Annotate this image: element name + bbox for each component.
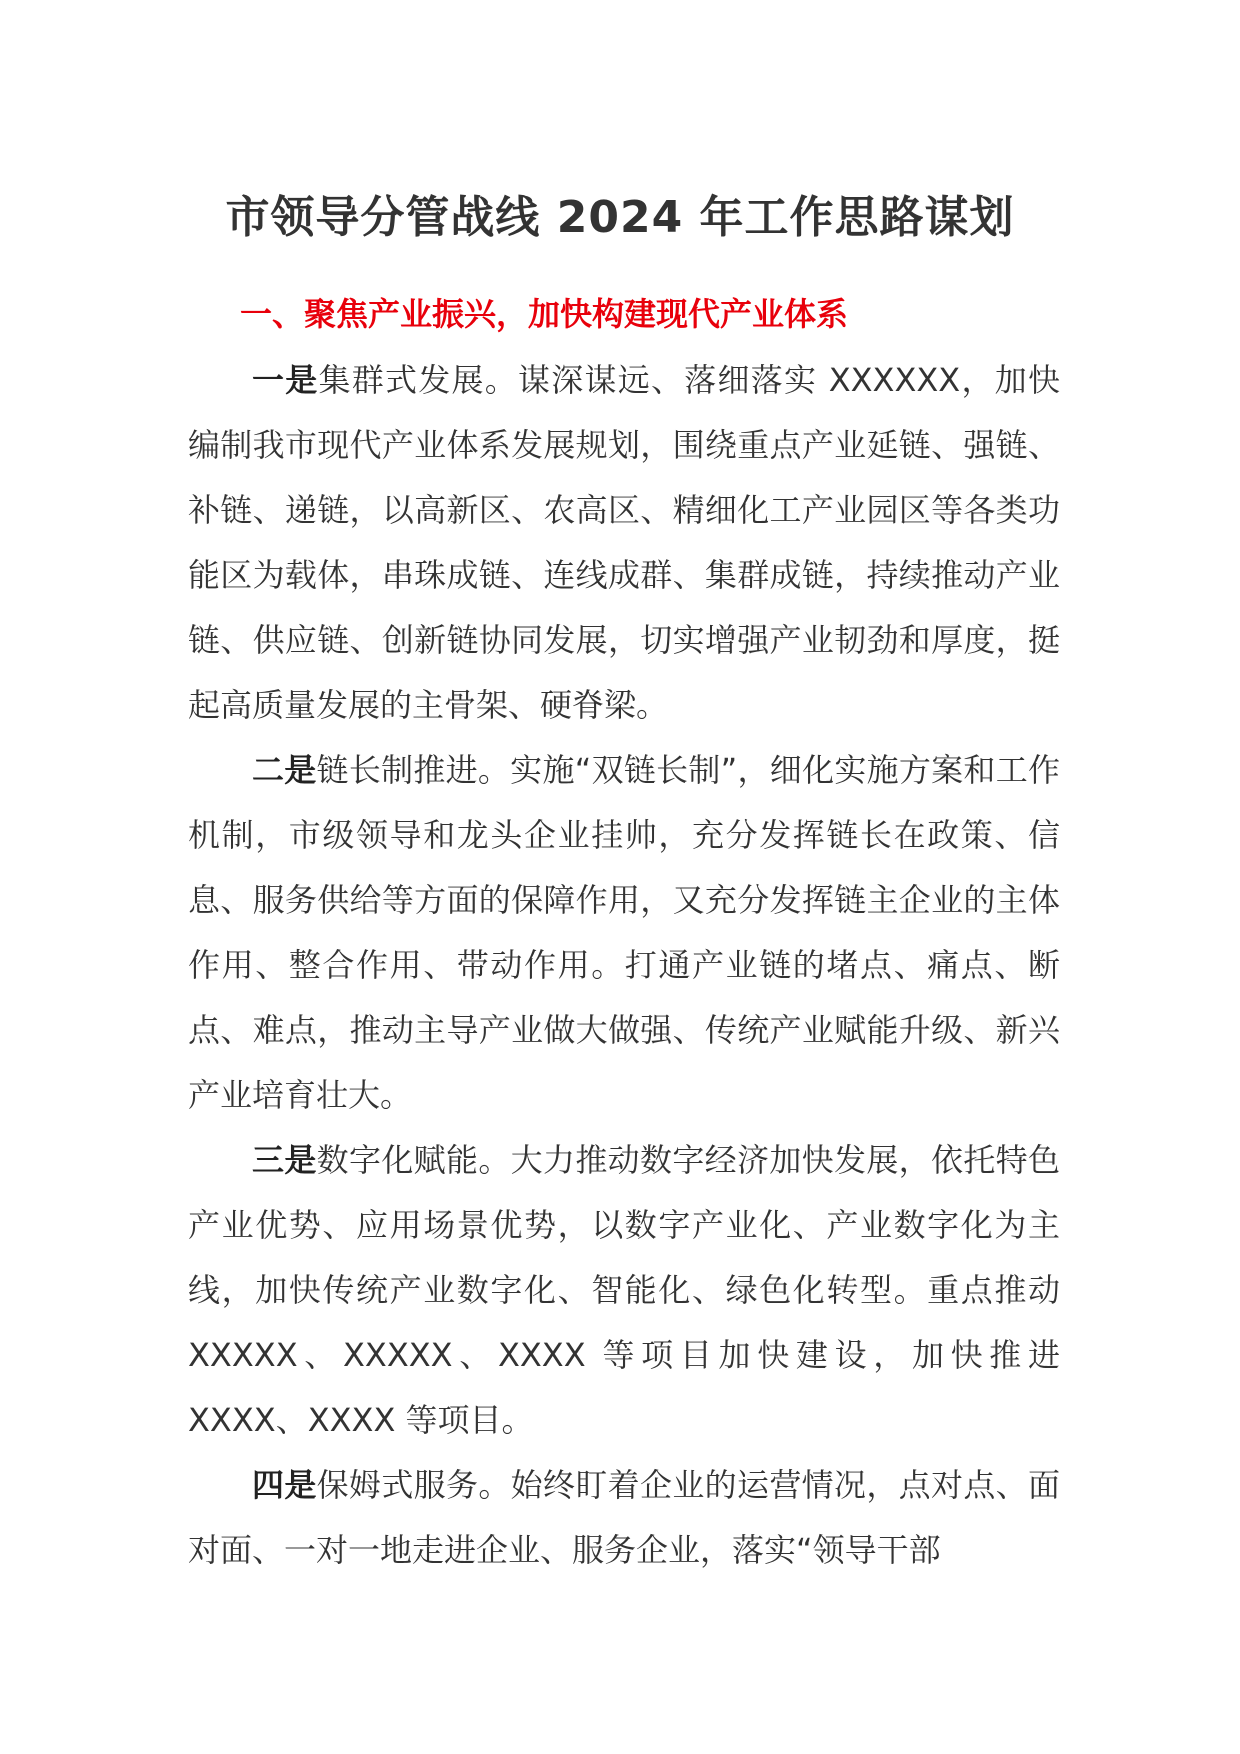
- paragraph-1: [188, 348, 1060, 738]
- paragraph-4: [188, 1453, 1060, 1583]
- paragraph-text: 集群式发展。谋深谋远、落细落实 XXXXXX，加快编制我市现代产业体系发展规划，围绕重点产业延链、强链、补链、递链，以高新区、农高区、精细化工产业园区等各类功能区为载体，串珠成链、连线成群、集群成链，持续推动产业链、供应链、创新链协同发展，切实增强产业韧劲和厚度，挺起高质量发展的主骨架、硬脊梁。: [188, 361, 1060, 724]
- section-heading: 一、聚焦产业振兴，加快构建现代产业体系: [240, 295, 849, 333]
- paragraph-2: [188, 738, 1060, 1128]
- paragraph-3: [188, 1128, 1060, 1453]
- paragraph-lead: 三是: [252, 1141, 317, 1179]
- paragraph-lead: 二是: [252, 751, 317, 789]
- document-body: [188, 348, 1060, 1583]
- document-title: 市领导分管战线 2024 年工作思路谋划: [225, 192, 1015, 243]
- paragraph-text: 数字化赋能。大力推动数字经济加快发展，依托特色产业优势、应用场景优势，以数字产业化、产业数字化为主线，加快传统产业数字化、智能化、绿色化转型。重点推动 XXXXX、XXXXX、XXXX 等项目加快建设，加快推进 XXXX、XXXX 等项目。: [188, 1141, 1060, 1439]
- paragraph-text: 保姆式服务。始终盯着企业的运营情况，点对点、面对面、一对一地走进企业、服务企业，落实“领导干部: [188, 1466, 1060, 1569]
- paragraph-lead: 四是: [252, 1466, 317, 1504]
- paragraph-lead: 一是: [252, 361, 319, 399]
- paragraph-text: 链长制推进。实施“双链长制”，细化实施方案和工作机制，市级领导和龙头企业挂帅，充分发挥链长在政策、信息、服务供给等方面的保障作用，又充分发挥链主企业的主体作用、整合作用、带动作用。打通产业链的堵点、痛点、断点、难点，推动主导产业做大做强、传统产业赋能升级、新兴产业培育壮大。: [188, 751, 1060, 1114]
